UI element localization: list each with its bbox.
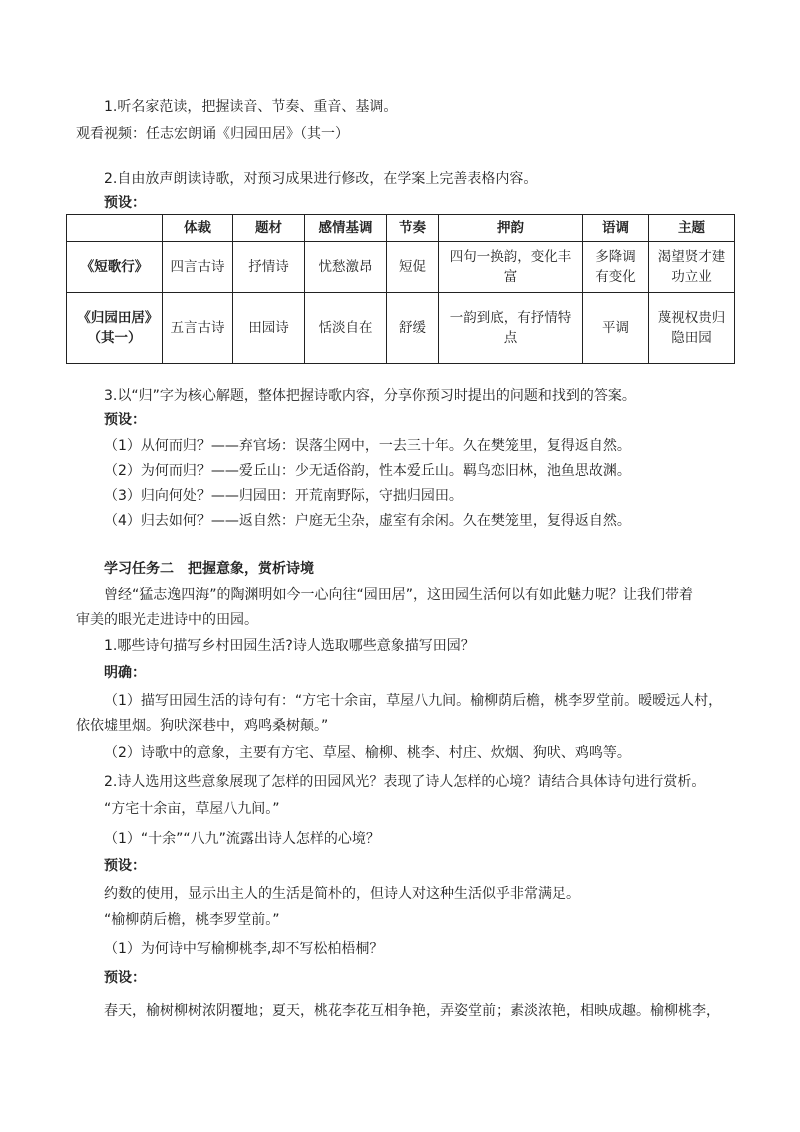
- s2-preset: 预设：: [104, 195, 146, 211]
- table-cell: 恬淡自在: [305, 293, 387, 364]
- table-cell: 忧愁激昂: [305, 242, 387, 293]
- task2-answer2: （2）诗歌中的意象，主要有方宅、草屋、榆柳、桃李、村庄、炊烟、狗吠、鸡鸣等。: [104, 745, 631, 761]
- s1-line1: 1.听名家范读，把握读音、节奏、重音、基调。: [104, 99, 398, 115]
- quote-2: “榆柳荫后檐，桃李罗堂前。”: [104, 912, 280, 928]
- table-cell: 四句一换韵，变化丰富: [439, 242, 583, 293]
- table-row: [67, 242, 735, 293]
- table-cell: 多降调有变化: [583, 242, 649, 293]
- task2-question2: 2.诗人选用这些意象展现了怎样的田园风光？表现了诗人怎样的心境？请结合具体诗句进行赏析。: [104, 774, 706, 790]
- table-cell: 《短歌行》: [67, 242, 163, 293]
- s3-item: （2）为何而归？——爱丘山：少无适俗韵，性本爱丘山。羁鸟恋旧林，池鱼思故渊。: [104, 463, 631, 479]
- table-header-cell: 感情基调: [305, 215, 387, 242]
- answer-text-1: 约数的使用，显示出主人的生活是简朴的，但诗人对这种生活似乎非常满足。: [104, 886, 580, 902]
- table-cell: 渴望贤才建功立业: [649, 242, 735, 293]
- s2-line1: 2.自由放声朗读诗歌，对预习成果进行修改，在学案上完善表格内容。: [104, 171, 538, 187]
- quote-1: “方宅十余亩，草屋八九间。”: [104, 801, 280, 817]
- table-header-cell: [67, 215, 163, 242]
- table-cell: 平调: [583, 293, 649, 364]
- table-cell: 《归园田居》（其一）: [67, 293, 163, 364]
- table-header-cell: 题材: [233, 215, 305, 242]
- table-header-cell: 节奏: [387, 215, 439, 242]
- preset-label-1: 预设：: [104, 858, 146, 874]
- table-cell: 短促: [387, 242, 439, 293]
- s3-item: （3）归向何处？——归园田：开荒南野际，守拙归园田。: [104, 488, 463, 504]
- sub-question-2: （1）为何诗中写榆柳桃李,却不写松柏梧桐？: [104, 941, 384, 957]
- task2-answer1-line2: 依依墟里烟。狗吠深巷中，鸡鸣桑树颠。”: [76, 718, 329, 734]
- comparison-table: [66, 214, 735, 364]
- s3-item: （1）从何而归？——弃官场：误落尘网中，一去三十年。久在樊笼里，复得返自然。: [104, 438, 631, 454]
- table-cell: 舒缓: [387, 293, 439, 364]
- table-cell: 四言古诗: [163, 242, 233, 293]
- task2-clear-label: 明确：: [104, 665, 146, 681]
- task2-intro-line1: 曾经“猛志逸四海”的陶渊明如今一心向往“园田居”，这田园生活何以有如此魅力呢？让我们带着: [104, 587, 694, 603]
- table-cell: 蔑视权贵归隐田园: [649, 293, 735, 364]
- s1-line2: 观看视频：任志宏朗诵《归园田居》（其一）: [76, 126, 349, 142]
- s3-preset: 预设：: [104, 412, 146, 428]
- table-cell: 抒情诗: [233, 242, 305, 293]
- s3-line1: 3.以“归”字为核心解题，整体把握诗歌内容，分享你预习时提出的问题和找到的答案。: [104, 388, 636, 404]
- sub-question-1: （1）“十余”“八九”流露出诗人怎样的心境？: [104, 831, 380, 847]
- task2-question1: 1.哪些诗句描写乡村田园生活?诗人选取哪些意象描写田园？: [104, 638, 475, 654]
- table-cell: 一韵到底，有抒情特点: [439, 293, 583, 364]
- answer-text-2: 春天，榆树柳树浓阴覆地；夏天，桃花李花互相争艳，弄姿堂前；素淡浓艳，相映成趣。榆柳桃李，: [104, 1003, 720, 1019]
- table-row: [67, 293, 735, 364]
- table-header-cell: 主题: [649, 215, 735, 242]
- task2-title: 学习任务二 把握意象，赏析诗境: [104, 561, 314, 577]
- task2-answer1-line1: （1）描写田园生活的诗句有：“方宅十余亩，草屋八九间。榆柳荫后檐，桃李罗堂前。暧暧远人村，: [104, 693, 723, 709]
- table-cell: 田园诗: [233, 293, 305, 364]
- table-header-row: [67, 215, 735, 242]
- table-header-cell: 押韵: [439, 215, 583, 242]
- table-header-cell: 语调: [583, 215, 649, 242]
- table-header-cell: 体裁: [163, 215, 233, 242]
- s3-item: （4）归去如何？——返自然：户庭无尘杂，虚室有余闲。久在樊笼里，复得返自然。: [104, 513, 631, 529]
- task2-intro-line2: 审美的眼光走进诗中的田园。: [76, 612, 258, 628]
- preset-label-2: 预设：: [104, 970, 146, 986]
- table-cell: 五言古诗: [163, 293, 233, 364]
